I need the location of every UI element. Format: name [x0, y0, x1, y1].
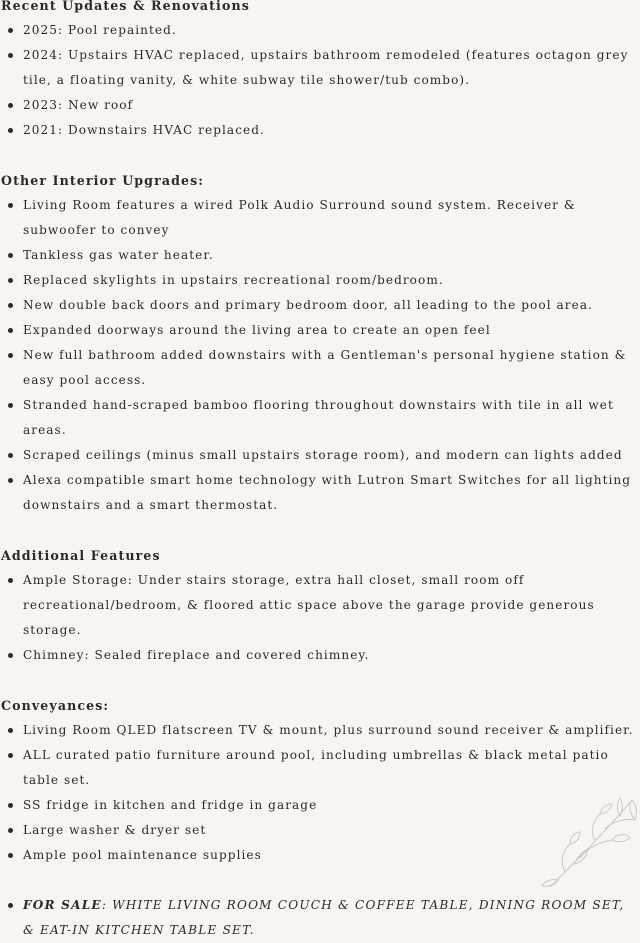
list-item-text: ALL curated patio furniture around pool, including umbrellas & black metal patio table set.	[23, 748, 609, 787]
section-title: Other Interior Upgrades:	[1, 173, 205, 188]
list-item	[1, 43, 637, 93]
list-item	[1, 443, 637, 468]
for-sale-list	[1, 893, 637, 943]
list-item-text: New double back doors and primary bedroom door, all leading to the pool area.	[23, 298, 593, 312]
list-item	[1, 743, 637, 793]
list-item	[1, 118, 637, 143]
list-item	[1, 643, 637, 668]
list-item-text: Tankless gas water heater.	[23, 248, 214, 262]
bullet-icon	[8, 328, 13, 333]
section-additional-features	[1, 543, 637, 668]
bullet-icon	[8, 303, 13, 308]
section-title: Conveyances:	[1, 698, 110, 713]
list-item	[1, 18, 637, 43]
list-item	[1, 718, 637, 743]
spacer	[1, 143, 637, 168]
list-item-text: 2025: Pool repainted.	[23, 23, 177, 37]
list-item-text: Ample pool maintenance supplies	[23, 848, 262, 862]
bullet-icon	[8, 478, 13, 483]
list-item	[1, 243, 637, 268]
section-recent-updates	[1, 0, 637, 143]
spacer	[1, 518, 637, 543]
bullet-icon	[8, 728, 13, 733]
list-item-text: Chimney: Sealed fireplace and covered chimney.	[23, 648, 370, 662]
bullet-list	[1, 568, 637, 668]
list-item-text: Expanded doorways around the living area to create an open feel	[23, 323, 491, 337]
bullet-icon	[8, 828, 13, 833]
bullet-icon	[8, 578, 13, 583]
floral-sprig-icon	[520, 792, 640, 887]
list-item	[1, 93, 637, 118]
for-sale-note	[1, 893, 637, 943]
list-item-text: Living Room QLED flatscreen TV & mount, plus surround sound receiver & amplifier.	[23, 723, 634, 737]
spacer	[1, 668, 637, 693]
list-item-text: Replaced skylights in upstairs recreational room/bedroom.	[23, 273, 444, 287]
list-item-text: 2024: Upstairs HVAC replaced, upstairs bathroom remodeled (features octagon grey tile, a floating vanity, & white subway tile shower/tub combo).	[23, 48, 629, 87]
list-item-text: 2021: Downstairs HVAC replaced.	[23, 123, 265, 137]
bullet-icon	[8, 278, 13, 283]
list-item-text: Scraped ceilings (minus small upstairs storage room), and modern can lights added	[23, 448, 623, 462]
bullet-icon	[8, 103, 13, 108]
bullet-icon	[8, 128, 13, 133]
bullet-icon	[8, 803, 13, 808]
section-title: Recent Updates & Renovations	[1, 0, 250, 13]
for-sale-label: FOR SALE	[23, 898, 102, 912]
list-item-text: Living Room features a wired Polk Audio Surround sound system. Receiver & subwoofer to convey	[23, 198, 576, 237]
bullet-icon	[8, 453, 13, 458]
section-interior-upgrades	[1, 168, 637, 518]
list-item	[1, 568, 637, 643]
bullet-icon	[8, 403, 13, 408]
bullet-icon	[8, 353, 13, 358]
bullet-icon	[8, 753, 13, 758]
list-item-text: Large washer & dryer set	[23, 823, 207, 837]
bullet-icon	[8, 853, 13, 858]
bullet-icon	[8, 903, 13, 908]
list-item	[1, 393, 637, 443]
list-item	[1, 318, 637, 343]
bullet-icon	[8, 53, 13, 58]
list-item-text: Ample Storage: Under stairs storage, extra hall closet, small room off recreational/bedroom, & floored attic space above the garage provide generous storage.	[23, 573, 595, 637]
bullet-list	[1, 18, 637, 143]
bullet-icon	[8, 28, 13, 33]
list-item	[1, 268, 637, 293]
list-item-text: 2023: New roof	[23, 98, 134, 112]
list-item	[1, 343, 637, 393]
section-title: Additional Features	[1, 548, 161, 563]
bullet-icon	[8, 253, 13, 258]
bullet-list	[1, 193, 637, 518]
list-item-text: Stranded hand-scraped bamboo flooring throughout downstairs with tile in all wet areas.	[23, 398, 614, 437]
list-item-text: SS fridge in kitchen and fridge in garage	[23, 798, 318, 812]
list-item-text: New full bathroom added downstairs with a Gentleman's personal hygiene station & easy pool access.	[23, 348, 627, 387]
for-sale-text: : WHITE LIVING ROOM COUCH & COFFEE TABLE, DINING ROOM SET, & EAT-IN KITCHEN TABLE SET.	[23, 898, 625, 937]
list-item	[1, 293, 637, 318]
bullet-icon	[8, 653, 13, 658]
list-item	[1, 193, 637, 243]
bullet-icon	[8, 203, 13, 208]
list-item-text: Alexa compatible smart home technology with Lutron Smart Switches for all lighting downstairs and a smart thermostat.	[23, 473, 632, 512]
list-item	[1, 468, 637, 518]
